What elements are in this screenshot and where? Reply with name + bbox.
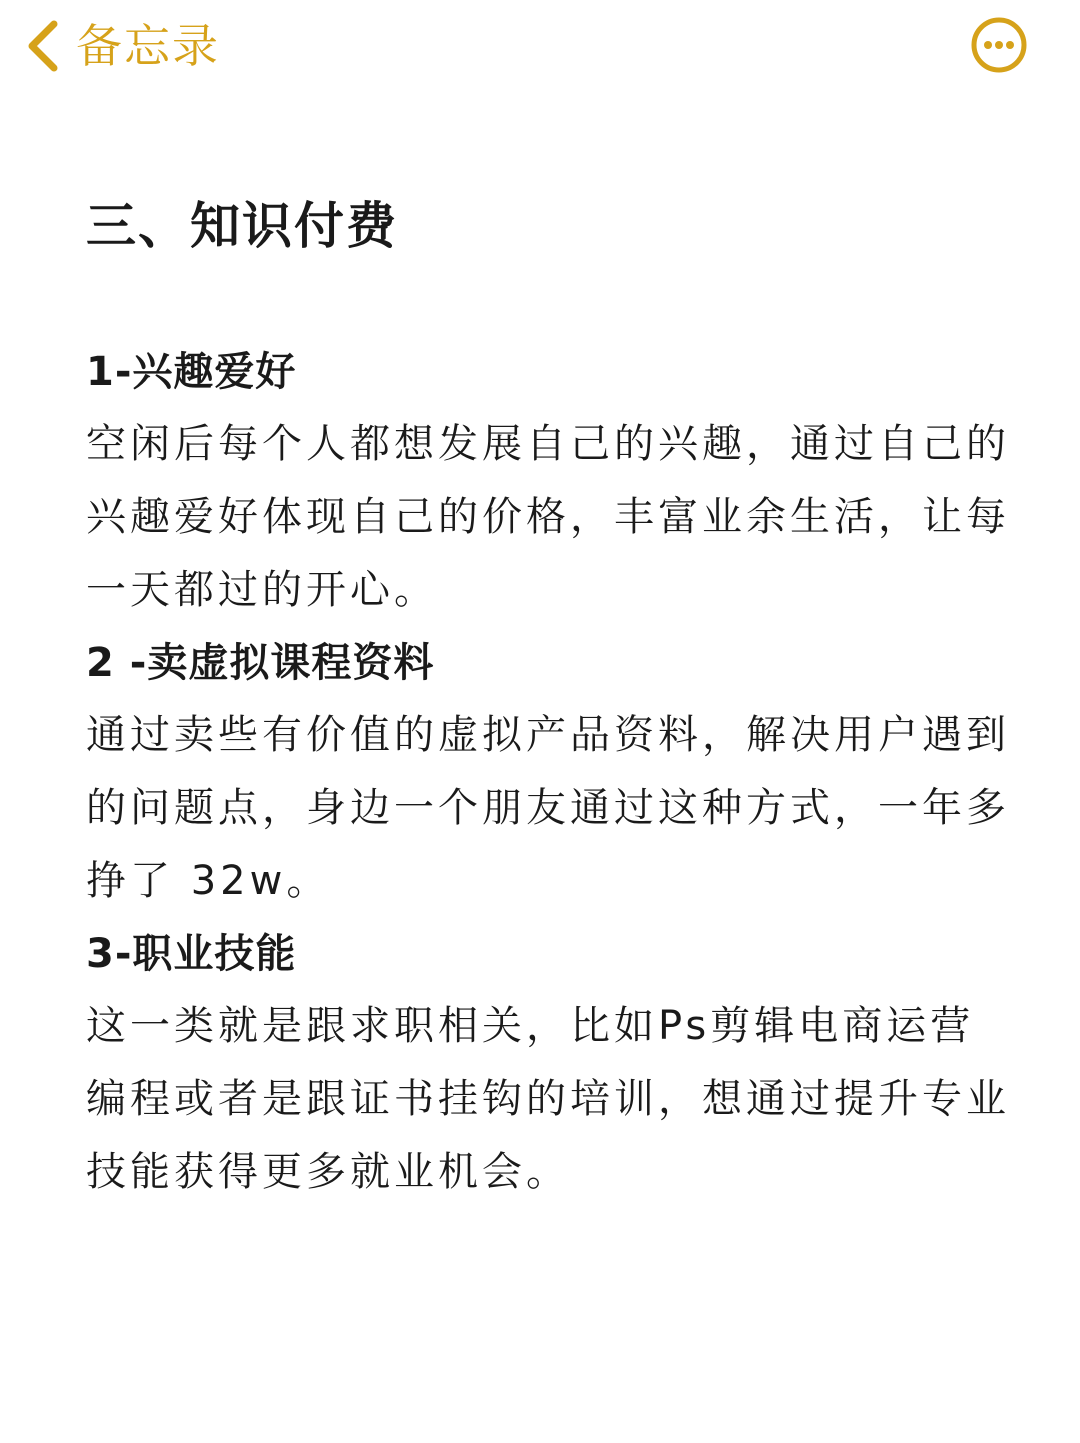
section-body: 通过卖些有价值的虚拟产品资料，解决用户遇到的问题点，身边一个朋友通过这种方式，一年多挣了 32w。 bbox=[86, 712, 1010, 904]
more-options-button[interactable] bbox=[970, 16, 1028, 74]
note-section bbox=[86, 336, 1016, 627]
chevron-left-icon bbox=[20, 14, 64, 78]
ellipsis-circle-icon bbox=[970, 16, 1028, 74]
section-heading: 3-职业技能 bbox=[86, 931, 297, 977]
section-body: 这一类就是跟求职相关，比如Ps剪辑电商运营编程或者是跟证书挂钩的培训，想通过提升专业技能获得更多就业机会。 bbox=[86, 1003, 1010, 1195]
note-section bbox=[86, 627, 1016, 918]
section-heading: 2 -卖虚拟课程资料 bbox=[86, 640, 435, 686]
back-label: 备忘录 bbox=[76, 19, 220, 73]
back-button[interactable] bbox=[20, 14, 220, 78]
note-content[interactable] bbox=[86, 186, 1016, 1209]
note-section bbox=[86, 918, 1016, 1209]
navigation-bar bbox=[0, 0, 1080, 100]
section-body: 空闲后每个人都想发展自己的兴趣，通过自己的兴趣爱好体现自己的价格，丰富业余生活，让每一天都过的开心。 bbox=[86, 421, 1010, 613]
note-title: 三、知识付费 bbox=[86, 197, 398, 255]
section-heading: 1-兴趣爱好 bbox=[86, 349, 297, 395]
